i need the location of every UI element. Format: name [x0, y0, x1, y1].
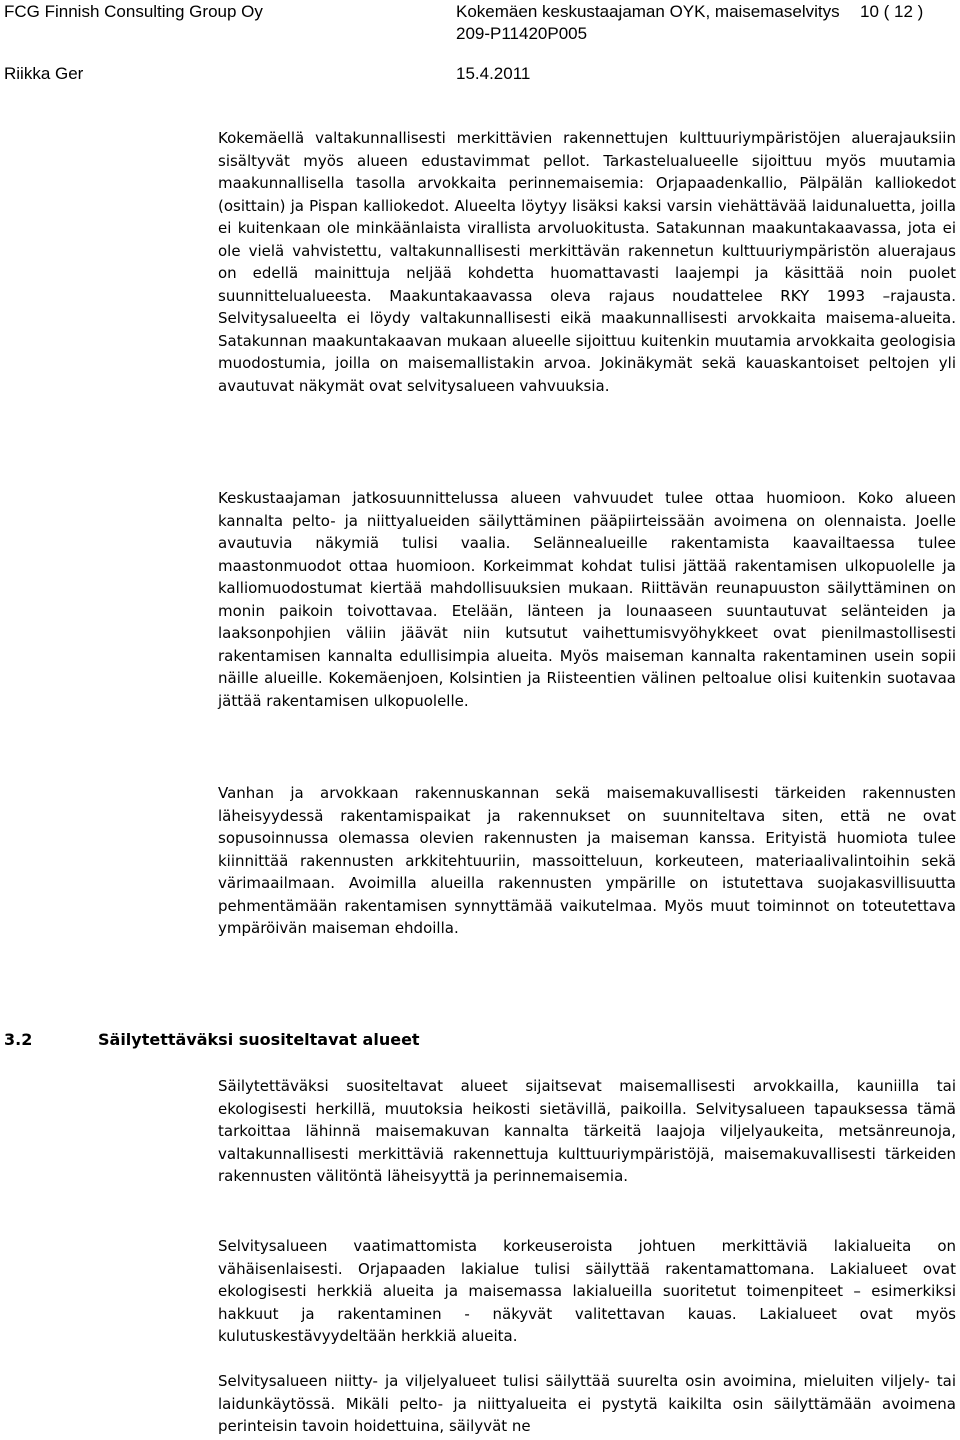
paragraph-3: Vanhan ja arvokkaan rakennuskannan sekä maisemakuvallisesti tärkeiden rakennusten läheisyydessä rakentamispaikat ja rakennukset on suunniteltava siten, että ne ovat sopusoinnussa olemassa olevien rakennusten ja maiseman kanssa. Erityistä huomiota tulee kiinnittää rakennusten arkkitehtuuriin, massoitteluun, korkeuteen, materiaalivalintoihin sekä värimaailmaan. Avoimilla alueilla rakennusten ympärille on istutettava suojakasvillisuutta pehmentämään rakentamisen synnyttämää vaikutelmaa. Myös muut toiminnot on toteutettava ympäröivän maiseman ehdoilla. — [218, 784, 956, 937]
header-company: FCG Finnish Consulting Group Oy — [4, 2, 263, 21]
header-project-code: 209-P11420P005 — [456, 24, 588, 43]
header-document-title: Kokemäen keskustaajaman OYK, maisemaselvitys — [456, 2, 840, 21]
paragraph-4: Säilytettäväksi suositeltavat alueet sijaitsevat maisemallisesti arvokkailla, kauniilla tai ekologisesti herkillä, muutoksia heikosti sietävillä, paikoilla. Selvitysalueen tapauksessa tämä tarkoittaa lähinnä maisemakuvan kannalta tärkeitä laajoja viljelyaukeita, metsänreunoja, valtakunnallisesti merkittäviä rakennettuja kulttuuriympäristöjä, maisemakuvallisesti tärkeiden rakennusten välitöntä läheisyyttä ja perinnemaisemia. — [218, 1077, 956, 1185]
header-date: 15.4.2011 — [456, 64, 531, 83]
paragraph-1: Kokemäellä valtakunnallisesti merkittävien rakennettujen kulttuuriympäristöjen aluerajauksiin sisältyvät myös alueen edustavimmat pellot. Tarkastelualueelle sijoittuu myös muutamia maakunnallisella tasolla arvokkaita perinnemaisemia: Orjapaadenkallio, Pälpälän kalliokedot (osittain) ja Pispan kalliokedot. Alueelta löytyy lisäksi kaksi varsin viehättävää laidunaluetta, joilla ei kuitenkaan ole minkäänlaista virallista arvoluokitusta. Satakunnan maakuntakaavassa, jota ei ole vielä vahvistettu, valtakunnallisesti merkittävän rakennetun kulttuuriympäristön aluerajaus on edellä mainittuja neljää kohdetta huomattavasti laajempi ja käsittää noin puolet suunnittelualueesta. Maakuntakaavassa oleva rajaus noudattelee RKY 1993 –rajausta. Selvitysalueelta ei löydy valtakunnallisesti eikä maakunnallisesti arvokkaita maisema-alueita. Satakunnan maakuntakaavan mukaan alueelle sijoittuu kuitenkin muutamia arvokkaita geologisia muodostumia, joilla on maisemallistakin arvoa. Jokinäkymät sekä kauaskantoiset peltojen yli avautuvat näkymät ovat selvitysalueen vahvuuksia. — [218, 129, 956, 395]
paragraph-6: Selvitysalueen niitty- ja viljelyalueet tulisi säilyttää suurelta osin avoimina, mieluiten viljely- tai laidunkäytössä. Mikäli pelto- ja niittyalueita ei pystytä kaikilta osin säilyttämään avoimena perinteisin tavoin hoidettuina, säilyvät ne — [218, 1372, 956, 1435]
paragraph-2: Keskustaajaman jatkosuunnittelussa alueen vahvuudet tulee ottaa huomioon. Koko alueen kannalta pelto- ja niittyalueiden säilyttäminen pääpiirteissään avoimena on olennaista. Joelle avautuvia näkymiä tulisi vaalia. Selännealueille rakentamista kaavailtaessa tulee maastonmuodot ottaa huomioon. Korkeimmat kohdat tulisi jättää rakentamisen ulkopuolelle ja kalliomuodostumat kiertää mahdollisuuksien mukaan. Riittävän reunapuuston säilyttäminen on monin paikoin toivottavaa. Etelään, länteen ja lounaaseen suuntautuvat selänteiden ja laaksonpohjien väliin jäävät niin kutsutut vaihettumisvyöhykkeet ovat pienilmastollisesti rakentamisen kannalta edullisimpia alueita. Myös maiseman kannalta rakentaminen usein sopii näille alueille. Kokemäenjoen, Kolsintien ja Riisteentien välinen peltoalue olisi kuitenkin suotavaa jättää rakentamisen ulkopuolelle. — [218, 489, 956, 710]
section-title: Säilytettäväksi suositeltavat alueet — [98, 1030, 420, 1049]
header-author: Riikka Ger — [4, 64, 84, 83]
section-heading — [4, 1030, 420, 1049]
paragraph-5: Selvitysalueen vaatimattomista korkeuseroista johtuen merkittäviä lakialueita on vähäisenlaisesti. Orjapaaden lakialue tulisi säilyttää rakentamattomana. Lakialueet ovat ekologisesti herkkiä alueita ja maisemassa lakialueilla suoritetut toimenpiteet – esimerkiksi hakkuut ja rakentaminen - näkyvät valitettavan kauas. Lakialueet ovat myös kulutuskestävyydeltään herkkiä alueita. — [218, 1237, 956, 1345]
section-number: 3.2 — [4, 1030, 33, 1049]
header-page-number: 10 ( 12 ) — [860, 2, 924, 21]
